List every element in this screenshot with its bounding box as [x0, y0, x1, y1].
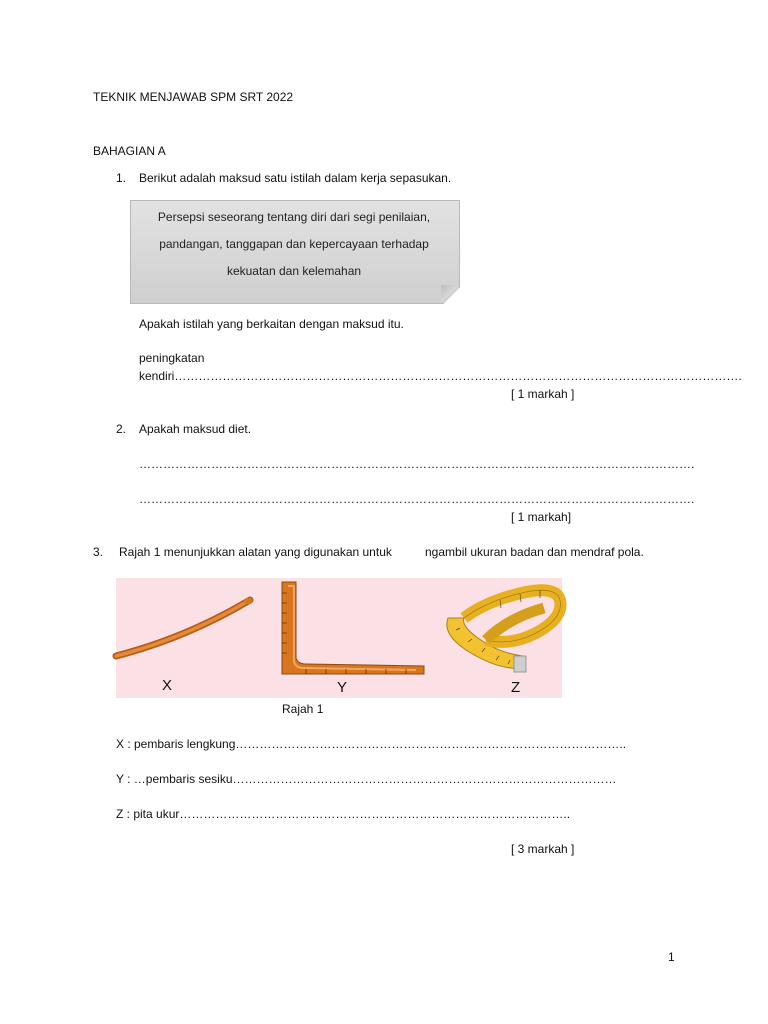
curved-ruler-icon [116, 598, 252, 656]
rajah-1-figure [116, 578, 562, 698]
section-title: BAHAGIAN A [93, 144, 166, 158]
q2-text: Apakah maksud diet. [139, 422, 252, 436]
page-number: 1 [668, 950, 675, 964]
q1-text: Berikut adalah maksud satu istilah dalam kerja sepasukan. [139, 171, 452, 185]
q1-answer-line-2: kendiri……………………………………………………………………………………………………………………………. [139, 369, 742, 383]
q3-number: 3. [93, 545, 104, 559]
q1-question: Apakah istilah yang berkaitan dengan maksud itu. [139, 317, 404, 331]
callout-folded-corner [441, 285, 459, 303]
q2-answer-line-2: …………………………………………………………………………………………………………………………. [139, 492, 695, 506]
q2-answer-line-1: …………………………………………………………………………………………………………………………. [139, 457, 695, 471]
q3-text-continued: ngambil ukuran badan dan mendraf pola. [425, 545, 644, 559]
figure-label-x: X [162, 677, 173, 694]
q2-number: 2. [116, 422, 127, 436]
q3-marks: [ 3 markah ] [511, 842, 575, 856]
q3-answer-y: Y : …pembaris sesiku…………………………………………………………………………………… [116, 772, 617, 786]
q1-number: 1. [116, 171, 127, 185]
figure-label-z: Z [511, 679, 521, 696]
q3-answer-z: Z : pita ukur…………………………………………………………………………………….. [116, 807, 571, 821]
callout-line-2: pandangan, tanggapan dan kepercayaan terhadap [159, 237, 429, 251]
set-square-icon [282, 582, 424, 674]
q3-text: Rajah 1 menunjukkan alatan yang digunakan untuk [119, 545, 392, 559]
document-title: TEKNIK MENJAWAB SPM SRT 2022 [93, 90, 294, 104]
figure-caption: Rajah 1 [282, 702, 324, 716]
q3-answer-x: X : pembaris lengkung…………………………………………………………………………………….. [116, 737, 627, 751]
callout-line-3: kekuatan dan kelemahan [226, 264, 362, 278]
q2-marks: [ 1 markah] [511, 510, 572, 524]
tape-measure-icon [447, 590, 561, 672]
callout-line-1: Persepsi seseorang tentang diri dari segi penilaian, [157, 210, 431, 224]
figure-label-y: Y [337, 679, 348, 696]
q1-answer-line-1: peningkatan [139, 351, 205, 365]
q1-marks: [ 1 markah ] [511, 387, 575, 401]
